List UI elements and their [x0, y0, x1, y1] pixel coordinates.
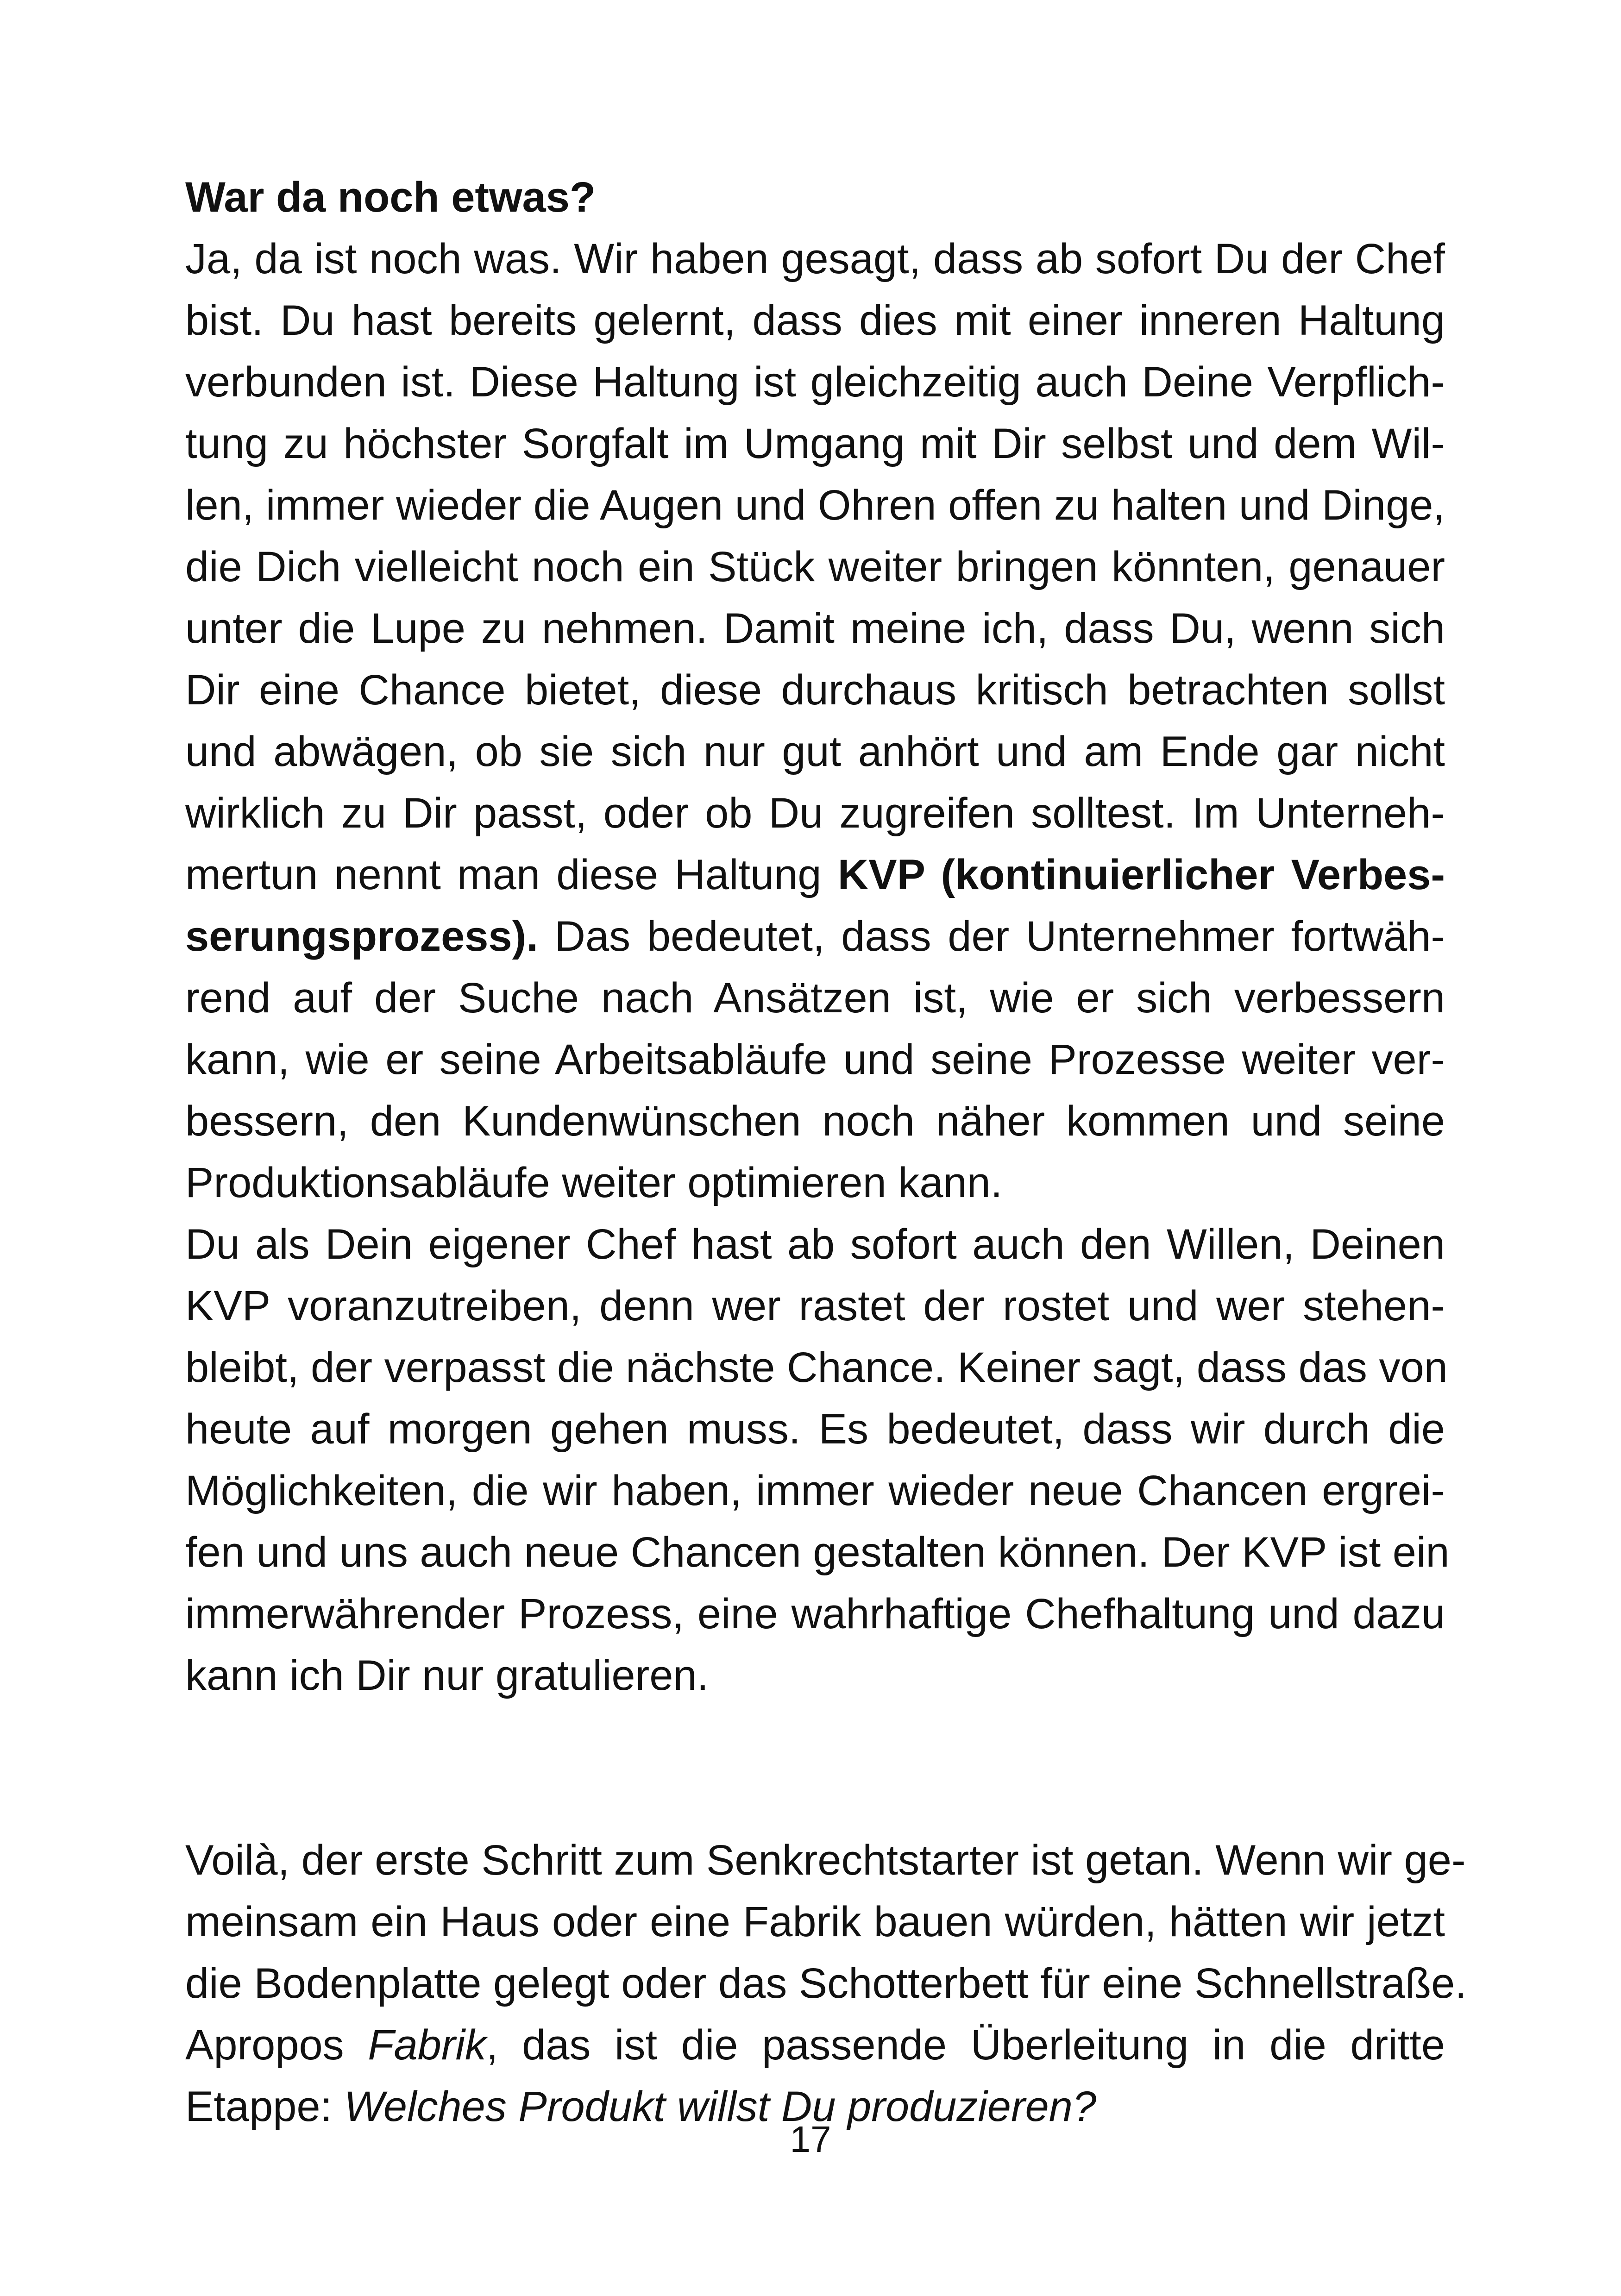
text-line [185, 2014, 1445, 2076]
text-line: meinsam ein Haus oder eine Fabrik bauen würden, hätten wir jetzt [185, 1898, 1445, 1945]
text-line: wirklich zu Dir passt, oder ob Du zugreifen solltest. Im Unterneh- [185, 790, 1445, 837]
kvp-term: serungsprozess). [185, 913, 538, 960]
text-line: die Bodenplatte gelegt oder das Schotterbett für eine Schnellstraße. [185, 1960, 1467, 2007]
text-line: bist. Du hast bereits gelernt, dass dies mit einer inneren Haltung [185, 297, 1445, 344]
text-line: Du als Dein eigener Chef hast ab sofort auch den Willen, Deinen [185, 1221, 1445, 1268]
text-line: die Dich vielleicht noch ein Stück weiter bringen könnten, genauer [185, 543, 1445, 590]
text-span: Apropos [185, 2021, 368, 2069]
text-line: heute auf morgen gehen muss. Es bedeutet, dass wir durch die [185, 1405, 1445, 1453]
text-line: Möglichkeiten, die wir haben, immer wieder neue Chancen ergrei- [185, 1467, 1445, 1514]
text-span: , das ist die passende Überleitung in die dritte [486, 2021, 1445, 2069]
text-span: Etappe: [185, 2083, 344, 2130]
text-line: kann ich Dir nur gratulieren. [185, 1652, 709, 1699]
text-line: Voilà, der erste Schritt zum Senkrechtstarter ist getan. Wenn wir ge- [185, 1837, 1466, 1884]
page-body [185, 167, 1467, 2138]
kvp-term: KVP (kontinuierlicher Verbes- [837, 851, 1445, 898]
text-line: und abwägen, ob sie sich nur gut anhört und am Ende gar nicht [185, 728, 1445, 775]
paragraph-3 [185, 1830, 1467, 2014]
text-line: fen und uns auch neue Chancen gestalten können. Der KVP ist ein [185, 1529, 1450, 1576]
text-line: KVP voranzutreiben, denn wer rastet der rostet und wer stehen- [185, 1282, 1445, 1330]
text-line: bessern, den Kundenwünschen noch näher kommen und seine [185, 1098, 1445, 1145]
text-line: unter die Lupe zu nehmen. Damit meine ich, dass Du, wenn sich [185, 605, 1445, 652]
text-line: Ja, da ist noch was. Wir haben gesagt, dass ab sofort Du der Chef [185, 235, 1445, 282]
text-line: immerwährender Prozess, eine wahrhaftige Chefhaltung und dazu [185, 1590, 1445, 1637]
text-line: len, immer wieder die Augen und Ohren offen zu halten und Dinge, [185, 482, 1445, 529]
text-line: bleibt, der verpasst die nächste Chance. Keiner sagt, dass das von [185, 1344, 1448, 1391]
text-span: mertun nennt man diese Haltung [185, 851, 838, 898]
text-line: kann, wie er seine Arbeitsabläufe und seine Prozesse weiter ver- [185, 1036, 1445, 1083]
text-line: tung zu höchster Sorgfalt im Umgang mit Dir selbst und dem Wil- [185, 420, 1445, 467]
paragraph-1 [185, 228, 1445, 1214]
page-number: 17 [790, 2119, 831, 2160]
text-line: Dir eine Chance bietet, diese durchaus kritisch betrachten sollst [185, 666, 1445, 714]
emphasis: Fabrik [368, 2021, 486, 2069]
section-heading: War da noch etwas? [185, 174, 596, 221]
paragraph-gap [185, 1706, 1445, 1830]
text-span: Das bedeutet, dass der Unternehmer fortwäh- [538, 913, 1445, 960]
text-line: rend auf der Suche nach Ansätzen ist, wie er sich verbessern [185, 974, 1445, 1022]
text-line [185, 844, 1445, 906]
paragraph-2 [185, 1214, 1450, 1706]
text-line [185, 906, 1445, 967]
emphasis: Welches Produkt willst Du produzieren? [344, 2083, 1097, 2130]
text-line: Produktionsabläufe weiter optimieren kann. [185, 1159, 1003, 1206]
text-line: verbunden ist. Diese Haltung ist gleichzeitig auch Deine Verpflich- [185, 358, 1445, 406]
